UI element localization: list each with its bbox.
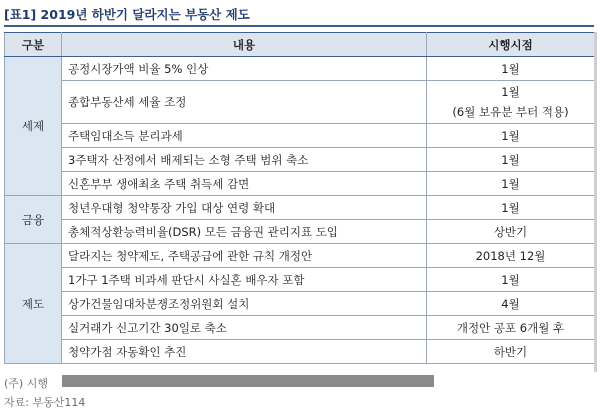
row-date: 1월 — [427, 268, 595, 292]
header-row — [5, 33, 595, 57]
row-content: 청년우대형 청약통장 가입 대상 연령 확대 — [62, 196, 427, 220]
table-title: [표1] 2019년 하반기 달라지는 부동산 제도 — [4, 7, 250, 22]
row-content: 상가건물임대차분쟁조정위원회 설치 — [62, 292, 427, 316]
row-date: 하반기 — [427, 340, 595, 364]
header-content: 내용 — [62, 33, 427, 57]
row-date: 1월 — [427, 148, 595, 172]
row-date: 1월 — [427, 124, 595, 148]
footnote: (주) 시행 — [4, 377, 48, 390]
table-row — [5, 220, 595, 244]
row-content: 총체적상환능력비율(DSR) 모든 금융권 관리지표 도입 — [62, 220, 427, 244]
row-date: 1월 — [427, 172, 595, 196]
title-divider — [4, 25, 594, 27]
row-date: 개정안 공포 6개월 후 — [427, 316, 595, 340]
row-content: 공정시장가액 비율 5% 인상 — [62, 57, 427, 81]
row-content: 종합부동산세 세율 조정 — [62, 81, 427, 124]
policy-table — [4, 32, 595, 364]
row-content: 3주택자 산정에서 배제되는 소형 주택 범위 축소 — [62, 148, 427, 172]
row-date: 4월 — [427, 292, 595, 316]
row-date: 1월 — [501, 85, 520, 99]
row-content: 신혼부부 생애최초 주택 취득세 감면 — [62, 172, 427, 196]
source-label: 자료: 부동산114 — [4, 396, 86, 409]
category-tax: 세제 — [5, 57, 62, 196]
table-row — [5, 244, 595, 268]
table-row — [5, 196, 595, 220]
category-finance: 금융 — [5, 196, 62, 244]
table-shadow — [594, 32, 597, 372]
table-row — [5, 316, 595, 340]
table-row — [5, 268, 595, 292]
table-row — [5, 148, 595, 172]
redaction-bar — [62, 375, 434, 387]
row-content: 실거래가 신고기간 30일로 축소 — [62, 316, 427, 340]
category-system: 제도 — [5, 244, 62, 364]
row-date: 상반기 — [427, 220, 595, 244]
table-row — [5, 57, 595, 81]
row-content: 청약가점 자동확인 추진 — [62, 340, 427, 364]
row-content: 주택임대소득 분리과세 — [62, 124, 427, 148]
table-row — [5, 292, 595, 316]
header-category: 구분 — [5, 33, 62, 57]
table-row — [5, 172, 595, 196]
row-date: 1월 — [427, 196, 595, 220]
row-date: 1월 — [427, 57, 595, 81]
table-row — [5, 340, 595, 364]
row-date-note: (6월 보유분 부터 적용) — [452, 105, 569, 119]
row-date-multiline — [427, 81, 595, 124]
table-row — [5, 81, 595, 124]
row-date: 2018년 12월 — [427, 244, 595, 268]
table-row — [5, 124, 595, 148]
row-content: 달라지는 청약제도, 주택공급에 관한 규칙 개정안 — [62, 244, 427, 268]
row-content: 1가구 1주택 비과세 판단시 사실혼 배우자 포함 — [62, 268, 427, 292]
header-date: 시행시점 — [427, 33, 595, 57]
